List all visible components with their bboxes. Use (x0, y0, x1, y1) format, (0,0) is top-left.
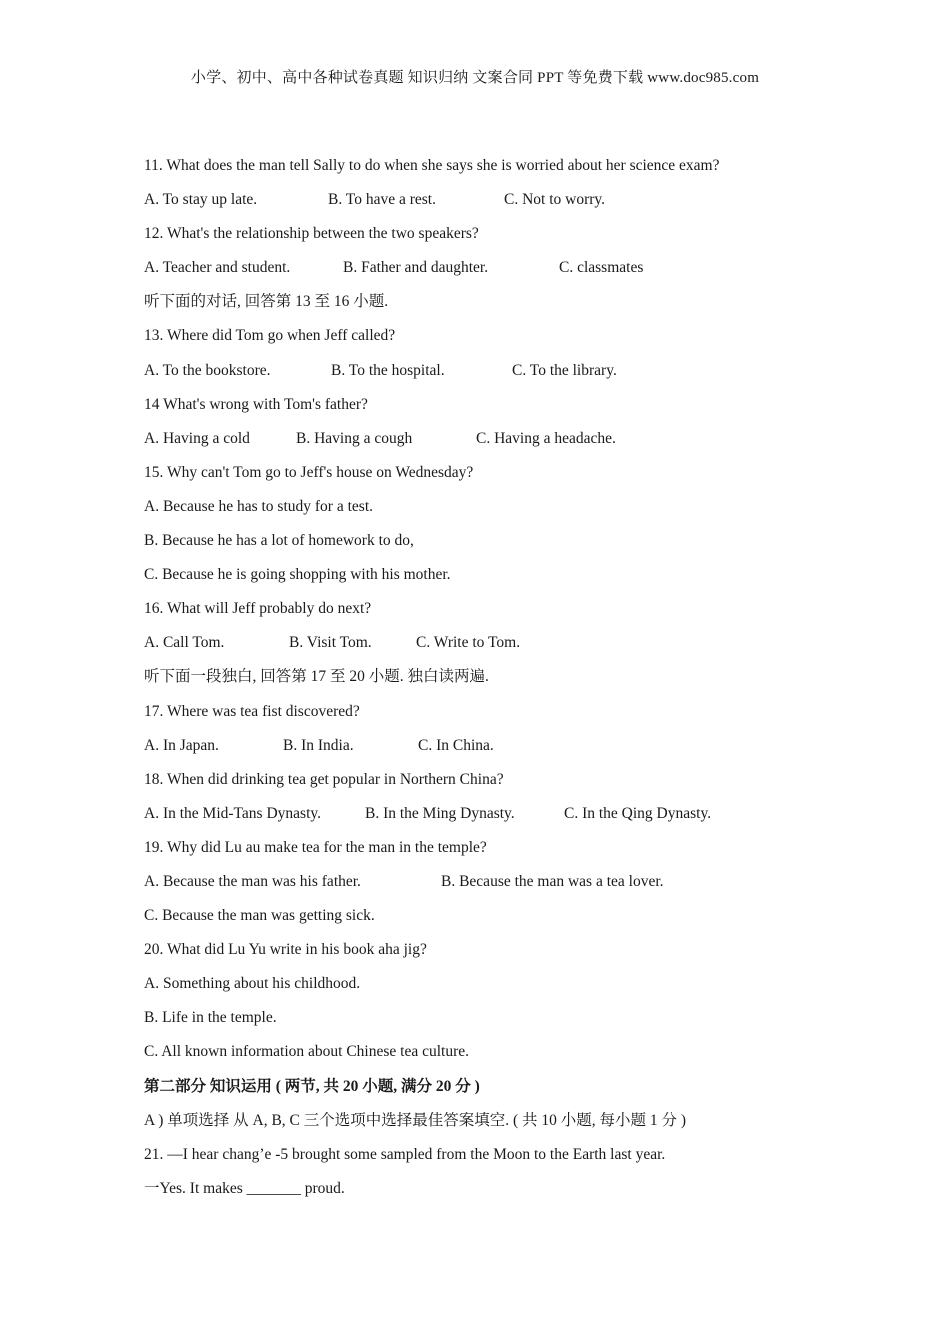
question-17: 17. Where was tea fist discovered? (144, 702, 360, 720)
option-b: B. Father and daughter. (343, 259, 489, 277)
question-15-option-a: A. Because he has to study for a test. (144, 497, 373, 515)
option-a: A. Call Tom. (144, 634, 225, 652)
option-c: C. classmates (559, 259, 644, 277)
question-13: 13. Where did Tom go when Jeff called? (144, 327, 396, 345)
option-a: A. Having a cold (144, 429, 250, 447)
question-18: 18. When did drinking tea get popular in Northern China? (144, 770, 504, 788)
option-c: C. In the Qing Dynasty. (564, 804, 712, 822)
question-15-option-c: C. Because he is going shopping with his mother. (144, 566, 451, 584)
question-12-options (144, 257, 844, 291)
question-11-options (144, 189, 844, 223)
option-c: C. Not to worry. (504, 191, 606, 209)
option-b: B. In the Ming Dynasty. (365, 804, 515, 822)
question-20-option-b: B. Life in the temple. (144, 1009, 277, 1027)
question-13-options (144, 360, 844, 394)
question-20: 20. What did Lu Yu write in his book aha jig? (144, 941, 427, 959)
question-16-options (144, 632, 844, 666)
question-15-option-b: B. Because he has a lot of homework to do, (144, 532, 414, 550)
question-19: 19. Why did Lu au make tea for the man in the temple? (144, 838, 487, 856)
part-2-heading: 第二部分 知识运用 ( 两节, 共 20 小题, 满分 20 分 ) (144, 1077, 480, 1095)
option-c: C. In China. (418, 736, 494, 754)
question-21: 21. —I hear chang’e -5 brought some sampled from the Moon to the Earth last year. (144, 1145, 666, 1163)
option-b: B. To have a rest. (328, 191, 436, 209)
question-19-options (144, 871, 844, 905)
option-a: A. In the Mid-Tans Dynasty. (144, 804, 321, 822)
question-20-option-c: C. All known information about Chinese tea culture. (144, 1043, 470, 1061)
option-c: C. Write to Tom. (416, 634, 521, 652)
question-20-option-a: A. Something about his childhood. (144, 975, 361, 993)
option-a: A. Teacher and student. (144, 259, 291, 277)
question-21-reply: 一Yes. It makes _______ proud. (144, 1179, 345, 1197)
option-a: A. To stay up late. (144, 191, 258, 209)
question-16: 16. What will Jeff probably do next? (144, 600, 372, 618)
page-header: 小学、初中、高中各种试卷真题 知识归纳 文案合同 PPT 等免费下载 www.doc985.com (190, 70, 760, 86)
option-a: A. In Japan. (144, 736, 219, 754)
option-b: B. In India. (283, 736, 354, 754)
question-14-options (144, 428, 844, 462)
exam-content (144, 155, 844, 1212)
option-a: A. Because the man was his father. (144, 872, 361, 890)
instruction-17-20: 听下面一段独白, 回答第 17 至 20 小题. 独白读两遍. (144, 668, 489, 686)
question-11: 11. What does the man tell Sally to do when she says she is worried about her science exam? (144, 157, 720, 174)
question-17-options (144, 735, 844, 769)
instruction-13-16: 听下面的对话, 回答第 13 至 16 小题. (144, 293, 389, 311)
option-a: A. To the bookstore. (144, 361, 271, 379)
option-b: B. To the hospital. (331, 361, 445, 379)
question-19-option-c: C. Because the man was getting sick. (144, 907, 375, 925)
question-14: 14 What's wrong with Tom's father? (144, 395, 368, 413)
option-c: C. To the library. (512, 361, 617, 379)
option-b: B. Visit Tom. (289, 634, 372, 652)
question-15: 15. Why can't Tom go to Jeff's house on Wednesday? (144, 463, 474, 481)
question-18-options (144, 803, 844, 837)
section-a-instruction: A ) 单项选择 从 A, B, C 三个选项中选择最佳答案填空. ( 共 10 小题, 每小题 1 分 ) (144, 1111, 687, 1129)
option-c: C. Having a headache. (476, 429, 616, 447)
question-12: 12. What's the relationship between the two speakers? (144, 225, 479, 243)
option-b: B. Because the man was a tea lover. (441, 872, 664, 890)
option-b: B. Having a cough (296, 429, 413, 447)
